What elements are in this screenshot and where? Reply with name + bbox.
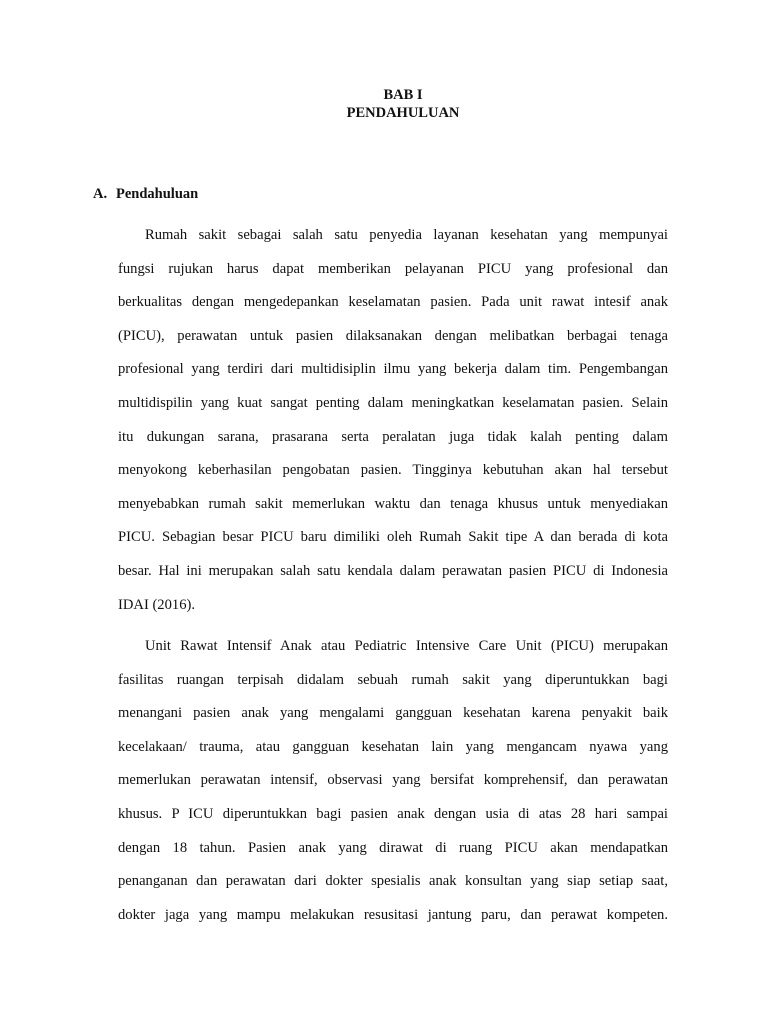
paragraph-line: memerlukan perawatan intensif, observasi yang bersifat komprehensif, dan perawatan <box>118 772 668 789</box>
paragraph-line: fungsi rujukan harus dapat memberikan pelayanan PICU yang profesional dan <box>118 260 668 277</box>
paragraph-line: multidispilin yang kuat sangat penting dalam meningkatkan keselamatan pasien. Selain <box>118 394 668 411</box>
chapter-title <box>0 86 768 122</box>
section-letter: A. <box>93 186 108 202</box>
section-heading <box>93 185 198 203</box>
paragraph-line: berkualitas dengan mengedepankan keselamatan pasien. Pada unit rawat intesif anak <box>118 294 668 311</box>
paragraph-line: menyebabkan rumah sakit memerlukan waktu dan tenaga khusus untuk menyediakan <box>118 495 668 512</box>
paragraph-line: dengan 18 tahun. Pasien anak yang dirawat di ruang PICU akan mendapatkan <box>118 839 668 856</box>
paragraph-line: (PICU), perawatan untuk pasien dilaksanakan dengan melibatkan berbagai tenaga <box>118 327 668 344</box>
chapter-name: PENDAHULUAN <box>346 105 460 121</box>
paragraph-line: Unit Rawat Intensif Anak atau Pediatric Intensive Care Unit (PICU) merupakan <box>145 638 668 654</box>
paragraph-line: profesional yang terdiri dari multidisiplin ilmu yang bekerja dalam tim. Pengembangan <box>118 361 668 378</box>
paragraph-line: dokter jaga yang mampu melakukan resusitasi jantung paru, dan perawat kompeten. <box>118 906 668 923</box>
paragraph-line: fasilitas ruangan terpisah didalam sebuah rumah sakit yang diperuntukkan bagi <box>118 671 668 688</box>
paragraph-2 <box>118 630 668 932</box>
paragraph-line: penanganan dan perawatan dari dokter spesialis anak konsultan yang siap setiap saat, <box>118 873 668 890</box>
paragraph-line: besar. Hal ini merupakan salah satu kendala dalam perawatan pasien PICU di Indonesia <box>118 562 668 579</box>
chapter-number: BAB I <box>383 87 423 103</box>
paragraph-line: khusus. P ICU diperuntukkan bagi pasien anak dengan usia di atas 28 hari sampai <box>118 805 668 822</box>
paragraph-1 <box>118 219 668 622</box>
paragraph-line: IDAI (2016). <box>118 596 196 613</box>
paragraph-line: Rumah sakit sebagai salah satu penyedia layanan kesehatan yang mempunyai <box>145 227 668 243</box>
paragraph-line: menyokong keberhasilan pengobatan pasien. Tingginya kebutuhan akan hal tersebut <box>118 462 668 479</box>
paragraph-line: PICU. Sebagian besar PICU baru dimiliki oleh Rumah Sakit tipe A dan berada di kota <box>118 529 668 546</box>
section-title: Pendahuluan <box>116 186 199 202</box>
paragraph-line: kecelakaan/ trauma, atau gangguan kesehatan lain yang mengancam nyawa yang <box>118 738 668 755</box>
paragraph-line: itu dukungan sarana, prasarana serta peralatan juga tidak kalah penting dalam <box>118 428 668 445</box>
paragraph-line: menangani pasien anak yang mengalami gangguan kesehatan karena penyakit baik <box>118 705 668 722</box>
